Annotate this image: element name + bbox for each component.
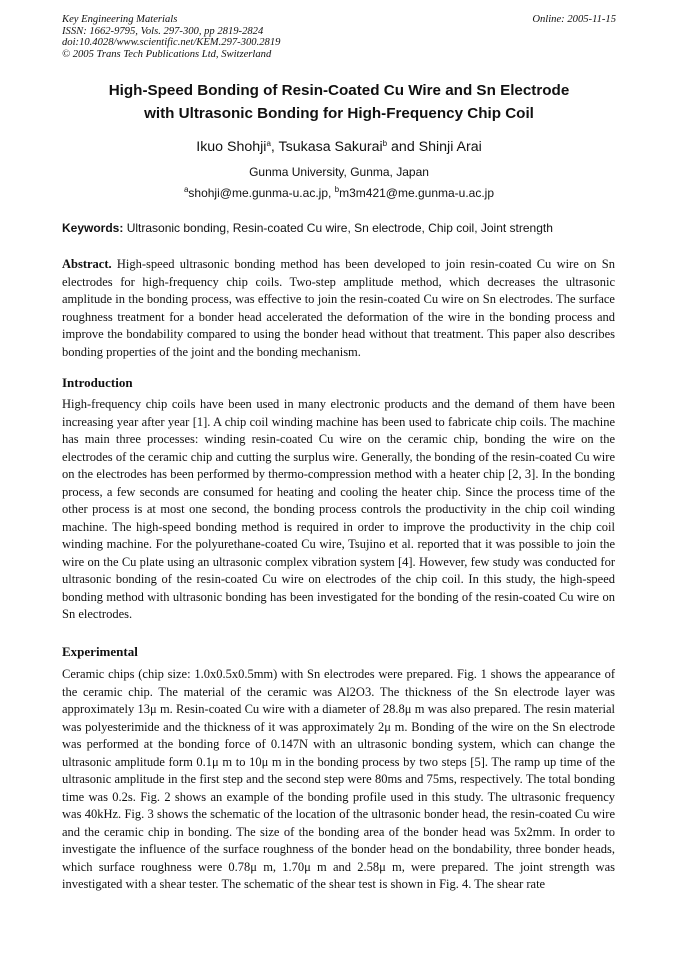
paper-title bbox=[40, 79, 638, 125]
keywords-label: Keywords: bbox=[62, 221, 124, 235]
author-2-affil-mark: b bbox=[382, 139, 388, 148]
keywords bbox=[62, 220, 622, 236]
author-1: Ikuo Shohji bbox=[196, 139, 267, 155]
author-2: Tsukasa Sakurai bbox=[278, 139, 383, 155]
experimental-text: Ceramic chips (chip size: 1.0x0.5x0.5mm) with Sn electrodes were prepared. Fig. 1 shows the appearance of the ceramic chip. The material of the ceramic was Al2O3. The thickness of the Sn electrode layer was approximately 13μ m. Resin-coated Cu wire with a diameter of 28.8μ m was also prepared. The resin material was polyesterimide and the thickness of it was approximately 2μ m. Bonding of the wire on the Sn electrode was performed at the bonding force of 0.147N with an ultrasonic bonding system, which can change the ultrasonic amplitude form 0.1μ m to 10μ m in the bonding process by two steps [5]. The ramp up time of the ultrasonic amplitude in the first step and the second step were 80ms and 75ms, respectively. The total bonding time was 0.2s. Fig. 2 shows an example of the bonding profile used in this study. The ultrasonic frequency was 40kHz. Fig. 3 shows the schematic of the location of the ultrasonic bonder head, the resin-coated Cu wire and the ceramic chip in bonding. The size of the bonding area of the bonder head was 5x2mm. In order to investigate the influence of the surface roughness of the bonder head on the bondability, three bonder heads, which surface roughness were 0.78μ m, 1.70μ m and 2.58μ m, were prepared. The joint strength was investigated with a shear tester. The schematic of the shear test is shown in Fig. 4. The shear rate bbox=[62, 667, 615, 891]
doi-line: doi:10.4028/www.scientific.net/KEM.297-300.2819 bbox=[62, 37, 281, 49]
author-separator: and bbox=[387, 139, 419, 155]
author-list bbox=[40, 138, 638, 156]
email-b: m3m421@me.gunma-u.ac.jp bbox=[339, 186, 495, 200]
experimental-heading: Experimental bbox=[62, 644, 138, 659]
author-separator: , bbox=[270, 139, 279, 155]
abstract bbox=[62, 256, 615, 361]
online-date: Online: 2005-11-15 bbox=[532, 14, 616, 25]
abstract-label: Abstract. bbox=[62, 257, 112, 271]
journal-name: Key Engineering Materials bbox=[62, 14, 178, 25]
issn-line: ISSN: 1662-9795, Vols. 297-300, pp 2819-2824 bbox=[62, 25, 264, 37]
author-emails bbox=[40, 185, 638, 201]
email-b-mark: b bbox=[334, 185, 340, 194]
title-line-1: High-Speed Bonding of Resin-Coated Cu Wire and Sn Electrode bbox=[108, 82, 570, 99]
copyright-line: © 2005 Trans Tech Publications Ltd, Switzerland bbox=[62, 48, 272, 60]
introduction-text: High-frequency chip coils have been used in many electronic products and the demand of them have been increasing year after year [1]. A chip coil winding machine has been used to fabricate chip coils. The machine has main three processes: winding resin-coated Cu wire on the ceramic chip, bonding the wire on the electrodes of the ceramic chip and cutting the surplus wire. Generally, the bonding of the resin-coated Cu wire on the electrodes has been performed by thermo-compression method with a heater chip [2, 3]. In the bonding process, a few seconds are consumed for heating and cooling the heater chip. Since the process time of the other process is at most one second, the bonding process controls the productivity in the chip coil winding machine. The high-speed bonding method is required in order to improve the productivity in the chip coil winding machine. For the polyurethane-coated Cu wire, Tsujino et al. reported that it was possible to join the wire on the Cu plate using an ultrasonic complex vibration system [4]. However, few study was conducted for ultrasonic bonding of the resin-coated Cu wire on electrodes of the chip coil. In this study, the high-speed bonding method with ultrasonic bonding has been investigated for the bonding of the resin-coated Cu wire on Sn electrodes. bbox=[62, 397, 615, 621]
title-line-2: with Ultrasonic Bonding for High-Frequency Chip Coil bbox=[144, 105, 534, 122]
author-3: Shinji Arai bbox=[418, 139, 482, 155]
affiliation: Gunma University, Gunma, Japan bbox=[249, 165, 429, 179]
journal-header bbox=[62, 14, 616, 60]
email-a: shohji@me.gunma-u.ac.jp, bbox=[188, 186, 335, 200]
keywords-text: Ultrasonic bonding, Resin-coated Cu wire, Sn electrode, Chip coil, Joint strength bbox=[123, 221, 553, 235]
author-1-affil-mark: a bbox=[266, 139, 271, 148]
email-a-mark: a bbox=[183, 185, 189, 194]
abstract-text: High-speed ultrasonic bonding method has been developed to join resin-coated Cu wire on Sn electrodes for high-frequency chip coils. Two-step amplitude method, which decreases the ultrasonic amplitude in the bonding process, was effective to join the resin-coated Cu wire on Sn electrodes. The surface roughness treatment for a bonder head accelerated the deformation of the wire in the bonding process and improve the bondability compared to using the bonder head without that treatment. This paper also describes bonding properties of the joint and the bonding mechanism. bbox=[62, 257, 615, 359]
introduction-heading: Introduction bbox=[62, 375, 133, 390]
